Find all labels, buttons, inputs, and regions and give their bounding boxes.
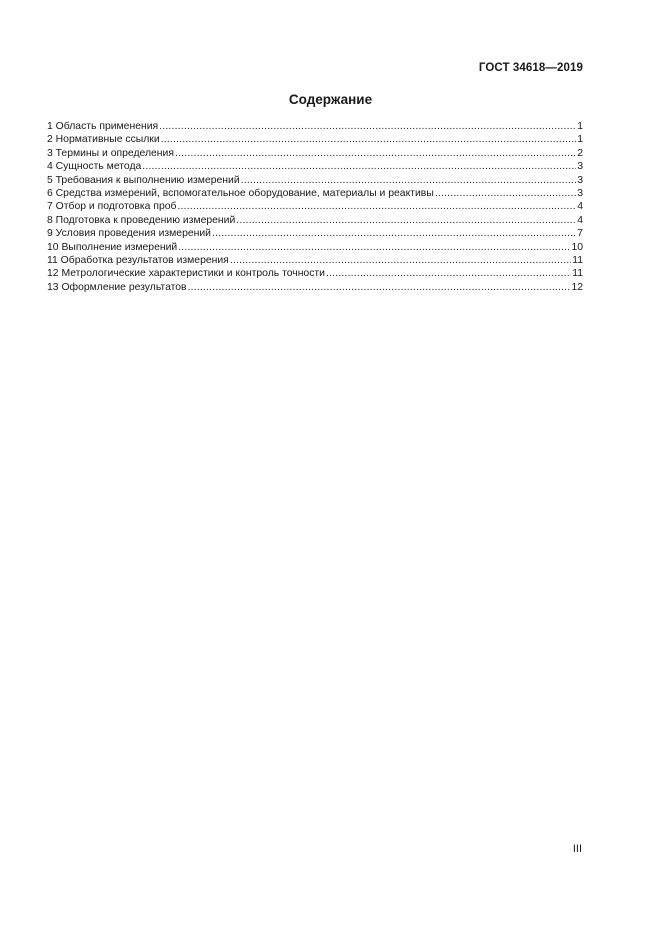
toc-entry-page: 10: [571, 241, 583, 253]
toc-entry[interactable]: [47, 267, 583, 280]
toc-entry-page: 4: [577, 214, 583, 226]
toc-entry-page: 2: [577, 147, 583, 159]
toc-entry-label: 11 Обработка результатов измерения: [47, 254, 229, 266]
toc-leader-dots: [161, 133, 577, 146]
toc-entry-label: 4 Сущность метода: [47, 161, 142, 173]
toc-leader-dots: [178, 241, 570, 254]
document-code: ГОСТ 34618—2019: [478, 62, 583, 74]
toc-entry-label: 8 Подготовка к проведению измерений: [47, 214, 236, 226]
toc-entry[interactable]: [47, 160, 583, 173]
toc-entry-label: 9 Условия проведения измерений: [47, 228, 211, 240]
toc-leader-dots: [212, 227, 576, 240]
toc-entry-page: 11: [572, 268, 583, 280]
toc-entry-page: 4: [577, 201, 583, 213]
toc-entry-page: 7: [577, 228, 583, 240]
toc-entry[interactable]: [47, 214, 583, 227]
toc-entry[interactable]: [47, 241, 583, 254]
toc-leader-dots: [175, 147, 576, 160]
toc-entry-page: 1: [577, 134, 583, 146]
toc-entry[interactable]: [47, 281, 583, 294]
toc-entry-page: 3: [577, 174, 583, 186]
toc-entry-label: 7 Отбор и подготовка проб: [47, 201, 177, 213]
toc-leader-dots: [188, 281, 571, 294]
toc-leader-dots: [241, 174, 577, 187]
toc-entry[interactable]: [47, 200, 583, 213]
toc-entry-page: 3: [577, 161, 583, 173]
toc-entry-page: 3: [577, 187, 583, 199]
toc-entry[interactable]: [47, 254, 583, 267]
toc-leader-dots: [142, 160, 576, 173]
toc-entry-label: 10 Выполнение измерений: [47, 241, 178, 253]
toc-title: Содержание: [288, 92, 373, 107]
toc-entry-page: 1: [577, 121, 583, 132]
toc-entry[interactable]: [47, 133, 583, 146]
toc-entry-page: 12: [571, 281, 583, 293]
toc-entry-label: 1 Область применения: [47, 121, 159, 132]
toc-entry[interactable]: [47, 147, 583, 160]
page-number: III: [572, 843, 582, 855]
table-of-contents: [47, 120, 583, 294]
toc-leader-dots: [177, 200, 576, 213]
toc-leader-dots: [435, 187, 576, 200]
toc-entry-label: 3 Термины и определения: [47, 147, 174, 159]
toc-entry[interactable]: [47, 187, 583, 200]
toc-entry-label: 5 Требования к выполнению измерений: [47, 174, 240, 186]
toc-leader-dots: [326, 267, 571, 280]
toc-entry-label: 6 Средства измерений, вспомогательное оборудование, материалы и реактивы: [47, 187, 434, 199]
toc-entry[interactable]: [47, 227, 583, 240]
toc-leader-dots: [159, 120, 576, 133]
toc-entry-page: 11: [572, 254, 583, 266]
toc-entry[interactable]: [47, 120, 583, 133]
toc-entry[interactable]: [47, 174, 583, 187]
toc-leader-dots: [236, 214, 576, 227]
toc-entry-label: 13 Оформление результатов: [47, 281, 187, 293]
toc-entry-label: 2 Нормативные ссылки: [47, 134, 160, 146]
toc-entry-label: 12 Метрологические характеристики и контроль точности: [47, 268, 325, 280]
toc-leader-dots: [230, 254, 571, 267]
